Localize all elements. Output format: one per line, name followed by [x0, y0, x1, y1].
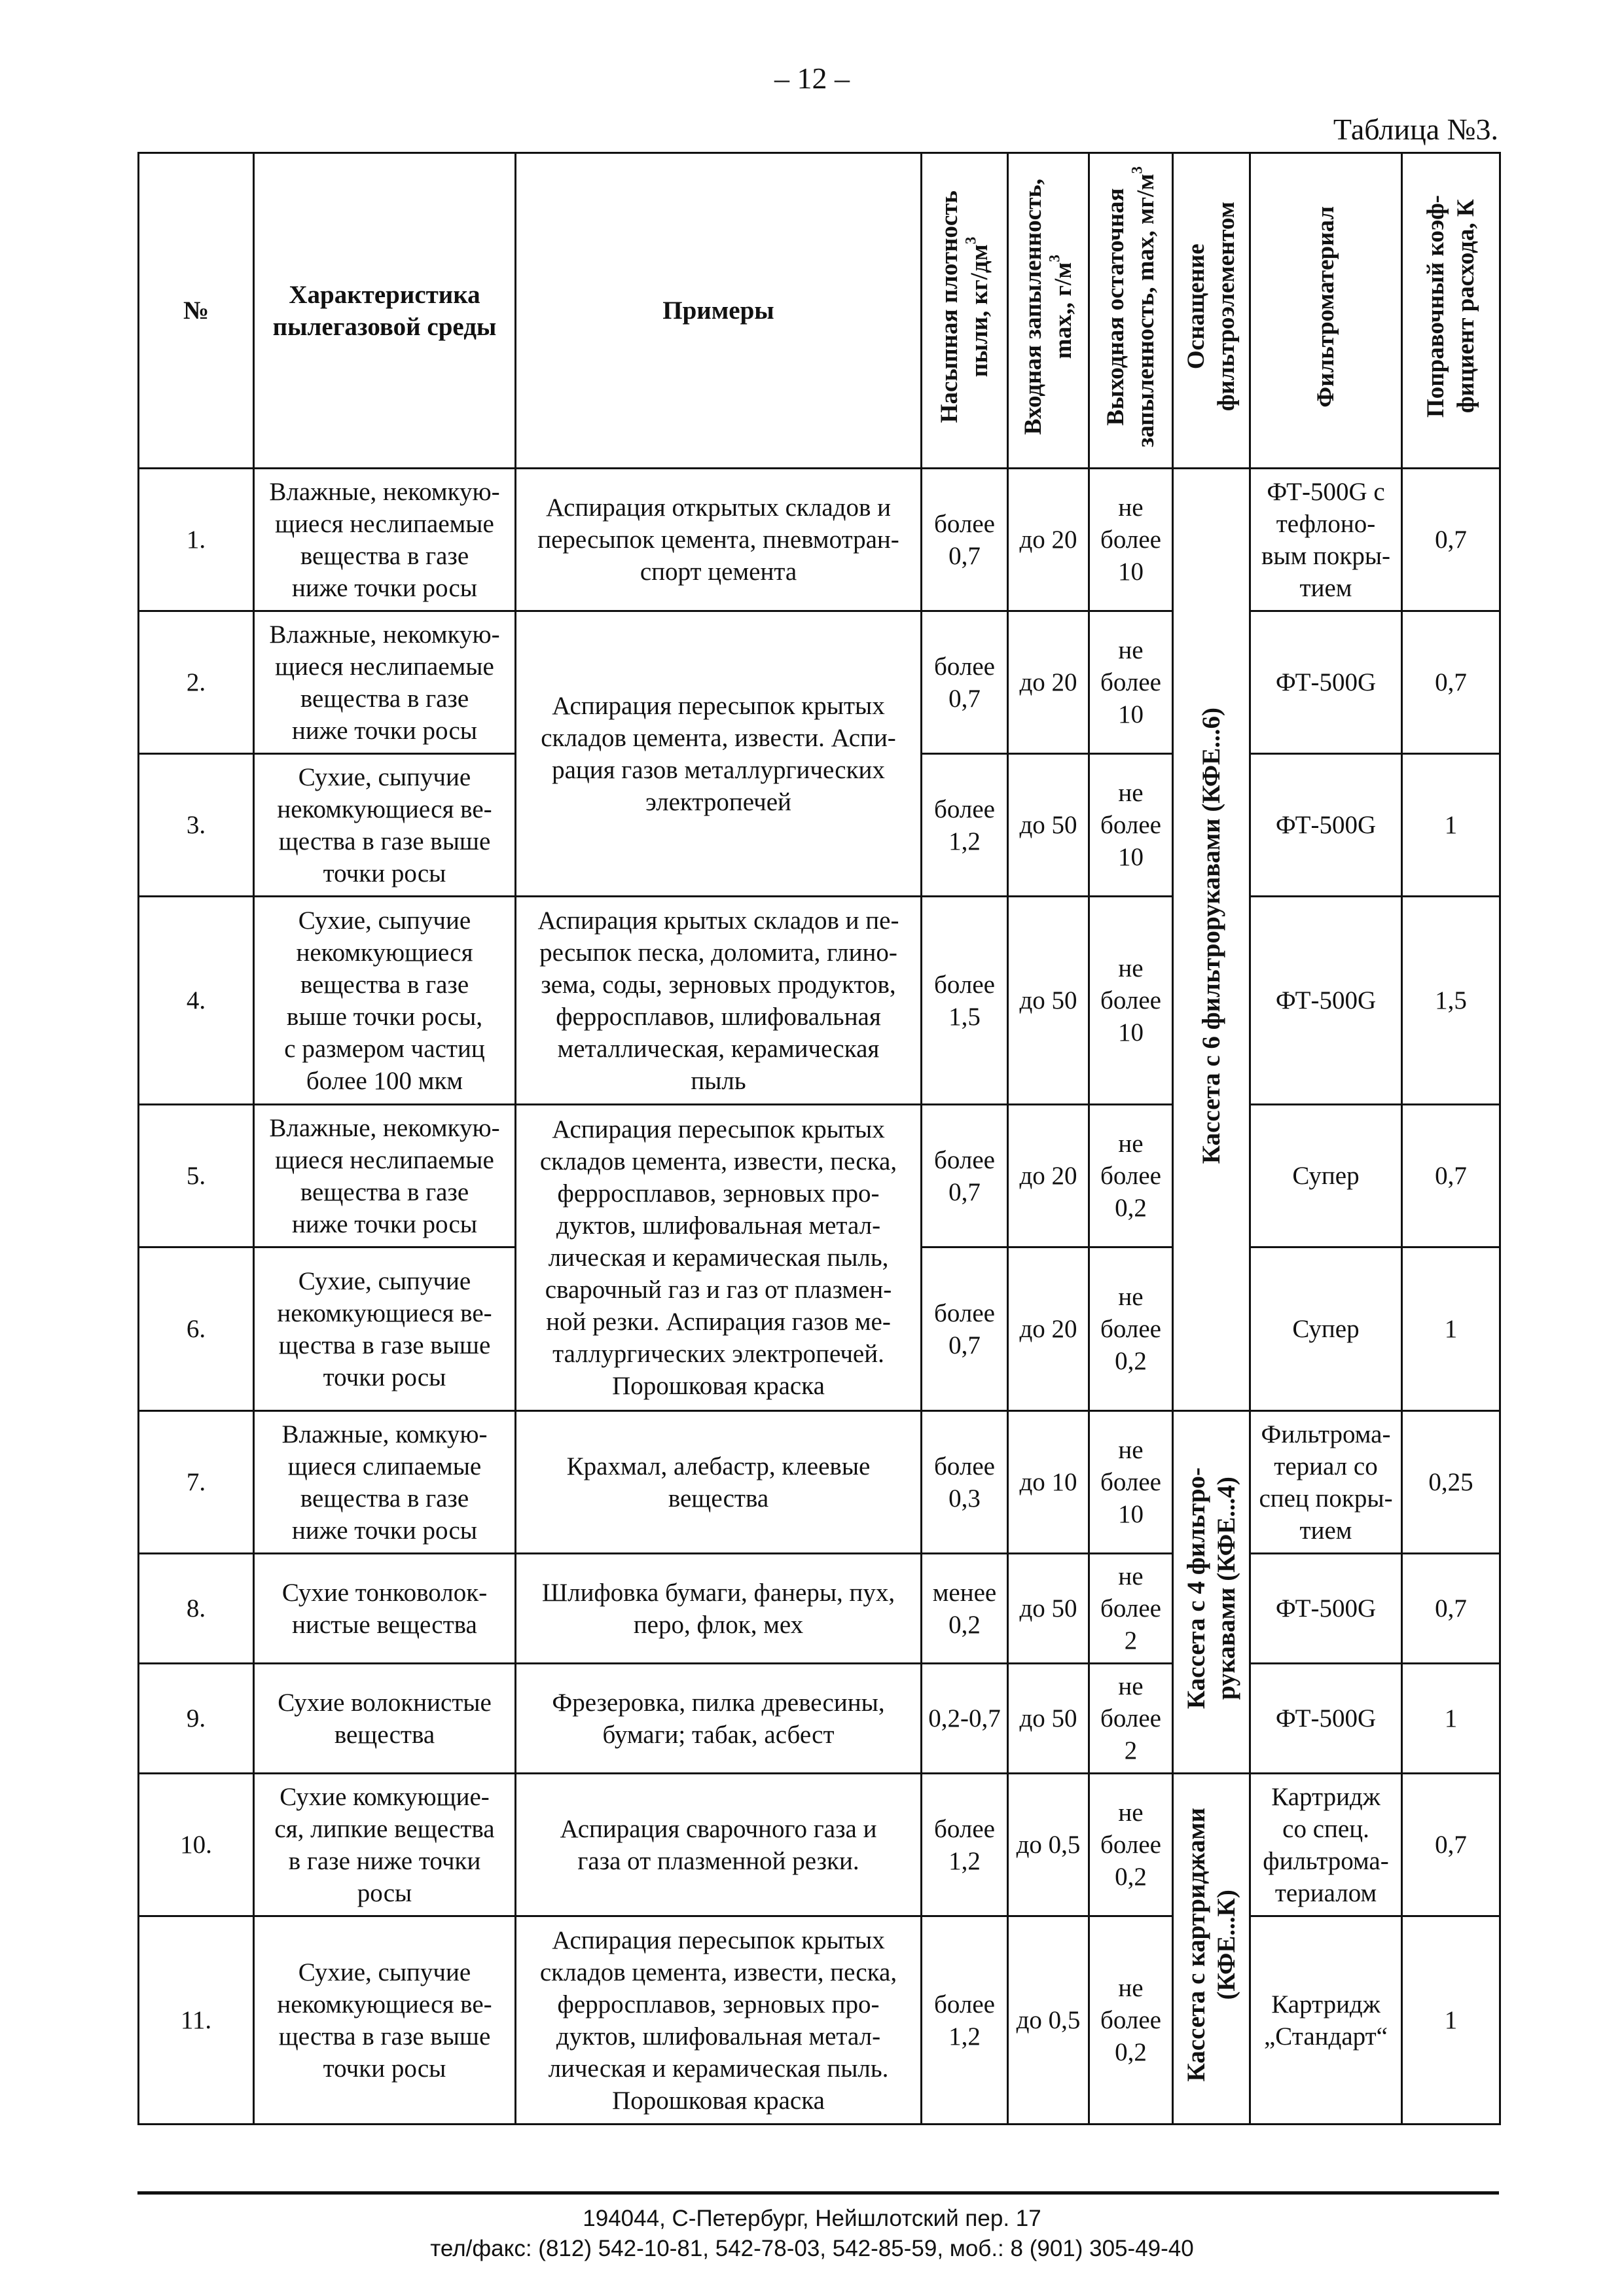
table-row — [139, 469, 1500, 611]
equipment-group-6-sleeves — [1173, 469, 1250, 1411]
row-number: 11. — [139, 1916, 254, 2125]
row-coef: 0,7 — [1402, 1554, 1500, 1664]
header-no: № — [139, 153, 254, 469]
row-inlet: до 20 — [1008, 1247, 1089, 1411]
row-characteristic: Сухие комкующие- ся, липкие вещества в газе ниже точки росы — [254, 1774, 516, 1916]
row-material: ФТ-500G — [1250, 897, 1402, 1105]
row-example-merged: Аспирация пересыпок крытых складов цемента, извести. Аспи- рация газов металлургических электропечей — [516, 611, 922, 897]
row-inlet: до 20 — [1008, 611, 1089, 754]
row-density: более 0,7 — [922, 1247, 1008, 1411]
row-material: Картридж со спец. фильтрома- териалом — [1250, 1774, 1402, 1916]
row-inlet: до 50 — [1008, 754, 1089, 897]
header-row — [139, 153, 1500, 469]
header-material-text: Фильтроматериал — [1312, 206, 1339, 408]
row-inlet: до 50 — [1008, 1664, 1089, 1774]
row-characteristic: Сухие тонковолок- нистые вещества — [254, 1554, 516, 1664]
footer-phone: тел/факс: (812) 542-10-81, 542-78-03, 542-85-59, моб.: 8 (901) 305-49-40 — [430, 2236, 1194, 2261]
row-example: Аспирация сварочного газа и газа от плазменной резки. — [516, 1774, 922, 1916]
row-example: Аспирация крытых складов и пе- ресыпок песка, доломита, глино- зема, соды, зерновых продуктов, ферросплавов, шлифовальная металлическая, керамическая пыль — [516, 897, 922, 1105]
row-example: Фрезеровка, пилка древесины, бумаги; табак, асбест — [516, 1664, 922, 1774]
row-example: Аспирация открытых складов и пересыпок цемента, пневмотран- спорт цемента — [516, 469, 922, 611]
row-inlet: до 10 — [1008, 1411, 1089, 1554]
row-outlet: не более 2 — [1089, 1554, 1173, 1664]
row-density: более 0,7 — [922, 1105, 1008, 1247]
row-outlet: не более 0,2 — [1089, 1916, 1173, 2125]
row-inlet: до 20 — [1008, 469, 1089, 611]
row-inlet: до 50 — [1008, 897, 1089, 1105]
row-outlet: не более 0,2 — [1089, 1105, 1173, 1247]
header-inlet-sup: 3 — [1046, 254, 1063, 262]
row-number: 2. — [139, 611, 254, 754]
footer-divider — [137, 2191, 1499, 2195]
row-material: ФТ-500G — [1250, 1554, 1402, 1664]
row-number: 8. — [139, 1554, 254, 1664]
row-coef: 1 — [1402, 754, 1500, 897]
row-coef: 0,7 — [1402, 1105, 1500, 1247]
table-row — [139, 1774, 1500, 1916]
row-number: 7. — [139, 1411, 254, 1554]
row-material: Супер — [1250, 1105, 1402, 1247]
row-material: ФТ-500G — [1250, 754, 1402, 897]
row-coef: 0,7 — [1402, 469, 1500, 611]
row-characteristic: Влажные, комкую- щиеся слипаемые вещества в газе ниже точки росы — [254, 1411, 516, 1554]
row-number: 3. — [139, 754, 254, 897]
row-characteristic: Сухие, сыпучие некомкующиеся ве- щества в газе выше точки росы — [254, 754, 516, 897]
row-example: Крахмал, алебастр, клеевые вещества — [516, 1411, 922, 1554]
row-characteristic: Влажные, некомкую- щиеся неслипаемые вещества в газе ниже точки росы — [254, 1105, 516, 1247]
row-characteristic: Сухие, сыпучие некомкующиеся вещества в газе выше точки росы, с размером частиц более 100 мкм — [254, 897, 516, 1105]
row-inlet: до 0,5 — [1008, 1916, 1089, 2125]
equipment-group-4-sleeves — [1173, 1411, 1250, 1774]
row-number: 6. — [139, 1247, 254, 1411]
row-characteristic: Сухие, сыпучие некомкующиеся ве- щества в газе выше точки росы — [254, 1247, 516, 1411]
equipment-group-cartridges-text: Кассета с картриджами (КФЕ...К) — [1182, 1808, 1240, 2082]
row-outlet: не более 0,2 — [1089, 1247, 1173, 1411]
row-example: Аспирация пересыпок крытых складов цемента, извести, песка, ферросплавов, зерновых про- дуктов, шлифовальная метал- лическая и керамическая пыль. Порошковая краска — [516, 1916, 922, 2125]
header-inlet — [1008, 153, 1089, 469]
header-examples: Примеры — [516, 153, 922, 469]
row-characteristic: Сухие волокнистые вещества — [254, 1664, 516, 1774]
row-density: более 0,3 — [922, 1411, 1008, 1554]
row-material: ФТ-500G — [1250, 1664, 1402, 1774]
table-row — [139, 1411, 1500, 1554]
row-inlet: до 0,5 — [1008, 1774, 1089, 1916]
row-density: 0,2-0,7 — [922, 1664, 1008, 1774]
header-equipment — [1173, 153, 1250, 469]
header-characteristic: Характеристика пылегазовой среды — [254, 153, 516, 469]
row-density: более 0,7 — [922, 469, 1008, 611]
row-coef: 1 — [1402, 1664, 1500, 1774]
row-outlet: не более 10 — [1089, 897, 1173, 1105]
row-inlet: до 50 — [1008, 1554, 1089, 1664]
row-density: более 0,7 — [922, 611, 1008, 754]
page-number: – 12 – — [774, 62, 850, 95]
specification-table — [137, 152, 1501, 2125]
row-example-merged: Аспирация пересыпок крытых складов цемента, извести, песка, ферросплавов, зерновых про- дуктов, шлифовальная метал- лическая и керамическая пыль, сварочный газ и газ от плазмен- ной резки. Аспирация газов ме- таллургических электропечей. Порошковая краска — [516, 1105, 922, 1411]
header-outlet — [1089, 153, 1173, 469]
row-inlet: до 20 — [1008, 1105, 1089, 1247]
equipment-group-cartridges — [1173, 1774, 1250, 2125]
row-number: 4. — [139, 897, 254, 1105]
header-coef — [1402, 153, 1500, 469]
row-number: 5. — [139, 1105, 254, 1247]
table-caption: Таблица №3. — [1333, 113, 1498, 146]
row-number: 1. — [139, 469, 254, 611]
row-outlet: не более 10 — [1089, 611, 1173, 754]
row-material: Фильтрома- териал со спец покры- тием — [1250, 1411, 1402, 1554]
row-characteristic: Влажные, некомкую- щиеся неслипаемые вещества в газе ниже точки росы — [254, 469, 516, 611]
row-material: Картридж „Стандарт“ — [1250, 1916, 1402, 2125]
row-outlet: не более 10 — [1089, 1411, 1173, 1554]
row-density: более 1,2 — [922, 1916, 1008, 2125]
row-outlet: не более 2 — [1089, 1664, 1173, 1774]
row-coef: 1 — [1402, 1916, 1500, 2125]
table-row — [139, 611, 1500, 754]
header-coef-text: Поправочный коэф- фициент расхода, К — [1422, 195, 1479, 418]
row-outlet: не более 0,2 — [1089, 1774, 1173, 1916]
row-example: Шлифовка бумаги, фанеры, пух, перо, флок, мех — [516, 1554, 922, 1664]
header-density-sup: 3 — [962, 236, 979, 244]
row-material: Супер — [1250, 1247, 1402, 1411]
table-row — [139, 1105, 1500, 1247]
row-number: 10. — [139, 1774, 254, 1916]
header-material — [1250, 153, 1402, 469]
row-number: 9. — [139, 1664, 254, 1774]
row-density: менее 0,2 — [922, 1554, 1008, 1664]
table-row — [139, 897, 1500, 1105]
row-coef: 0,25 — [1402, 1411, 1500, 1554]
header-density — [922, 153, 1008, 469]
row-material: ФТ-500G — [1250, 611, 1402, 754]
header-equipment-text: Оснащение фильтроэлементом — [1182, 202, 1240, 412]
row-outlet: не более 10 — [1089, 754, 1173, 897]
table-row — [139, 1916, 1500, 2125]
row-coef: 0,7 — [1402, 611, 1500, 754]
header-outlet-text: Выходная остаточная запыленность, max, мг/м — [1102, 173, 1159, 448]
row-material: ФТ-500G с тефлоно- вым покры- тием — [1250, 469, 1402, 611]
row-coef: 0,7 — [1402, 1774, 1500, 1916]
header-outlet-sup: 3 — [1128, 166, 1146, 174]
equipment-group-4-sleeves-text: Кассета с 4 фильтро- рукавами (КФЕ...4) — [1182, 1467, 1240, 1710]
row-density: более 1,2 — [922, 754, 1008, 897]
table-row — [139, 1554, 1500, 1664]
footer-address: 194044, С-Петербург, Нейшлотский пер. 17 — [583, 2206, 1041, 2231]
row-characteristic: Сухие, сыпучие некомкующиеся ве- щества в газе выше точки росы — [254, 1916, 516, 2125]
row-outlet: не более 10 — [1089, 469, 1173, 611]
row-coef: 1,5 — [1402, 897, 1500, 1105]
equipment-group-6-sleeves-text: Кассета с 6 фильтрорукавами (КФЕ...6) — [1197, 707, 1225, 1164]
header-inlet-text: Входная запыленность, max,, г/м — [1019, 178, 1077, 435]
row-density: более 1,5 — [922, 897, 1008, 1105]
row-density: более 1,2 — [922, 1774, 1008, 1916]
row-characteristic: Влажные, некомкую- щиеся неслипаемые вещества в газе ниже точки росы — [254, 611, 516, 754]
table-row — [139, 1664, 1500, 1774]
row-coef: 1 — [1402, 1247, 1500, 1411]
header-density-text: Насыпная плотность пыли, кг/дм — [935, 190, 993, 423]
